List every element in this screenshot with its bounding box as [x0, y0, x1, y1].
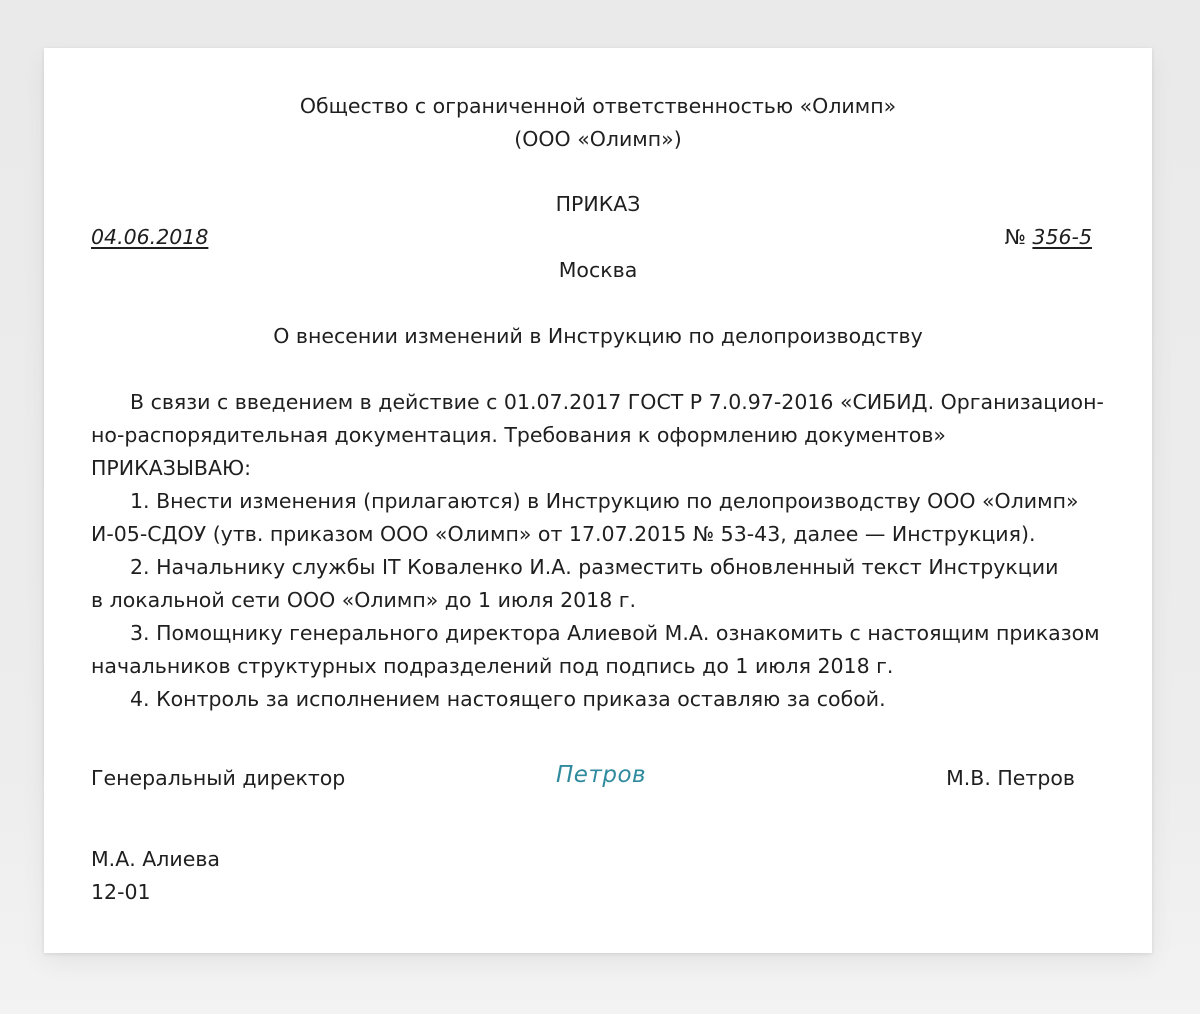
document-place: Москва — [558, 258, 638, 282]
document-type: ПРИКАЗ — [555, 192, 641, 216]
executor-phone: 12-01 — [91, 880, 151, 904]
order-item-1: 1. Внести изменения (прилагаются) в Инструкцию по делопроизводству ООО «Олимп» — [130, 489, 1079, 513]
handwritten-signature: Петров — [556, 762, 647, 788]
organization-full-name: Общество с ограниченной ответственностью «Олимп» — [299, 94, 897, 118]
signatory-position: Генеральный директор — [91, 766, 346, 790]
document-number — [1005, 222, 1092, 252]
document-number-value: 356-5 — [1032, 225, 1092, 249]
executor-name: М.А. Алиева — [91, 847, 220, 871]
order-item-4: 4. Контроль за исполнением настоящего приказа оставляю за собой. — [130, 687, 886, 711]
signatory-name: М.В. Петров — [946, 766, 1075, 790]
document-subject: О внесении изменений в Инструкцию по делопроизводству — [273, 324, 923, 348]
preamble-line: но-распорядительная документация. Требования к оформлению документов» — [91, 423, 946, 447]
organization-short-name: (ООО «Олимп») — [514, 127, 682, 151]
order-item-3: 3. Помощнику генерального директора Алиевой М.А. ознакомить с настоящим приказом — [130, 621, 1100, 645]
order-item-2: 2. Начальнику службы IT Коваленко И.А. разместить обновленный текст Инструкции — [130, 555, 1059, 579]
order-item-1-continuation: И-05-СДОУ (утв. приказом ООО «Олимп» от 17.07.2015 № 53-43, далее — Инструкция). — [91, 522, 1036, 546]
order-word: ПРИКАЗЫВАЮ: — [91, 456, 252, 480]
order-item-2-continuation: в локальной сети ООО «Олимп» до 1 июля 2018 г. — [91, 588, 637, 612]
preamble-line: В связи с введением в действие с 01.07.2017 ГОСТ Р 7.0.97-2016 «СИБИД. Организацион- — [130, 390, 1104, 414]
document-date: 04.06.2018 — [91, 225, 209, 249]
document-number-label: № — [1004, 225, 1026, 249]
document-sheet — [44, 48, 1152, 953]
order-item-3-continuation: начальников структурных подразделений под подпись до 1 июля 2018 г. — [91, 654, 894, 678]
